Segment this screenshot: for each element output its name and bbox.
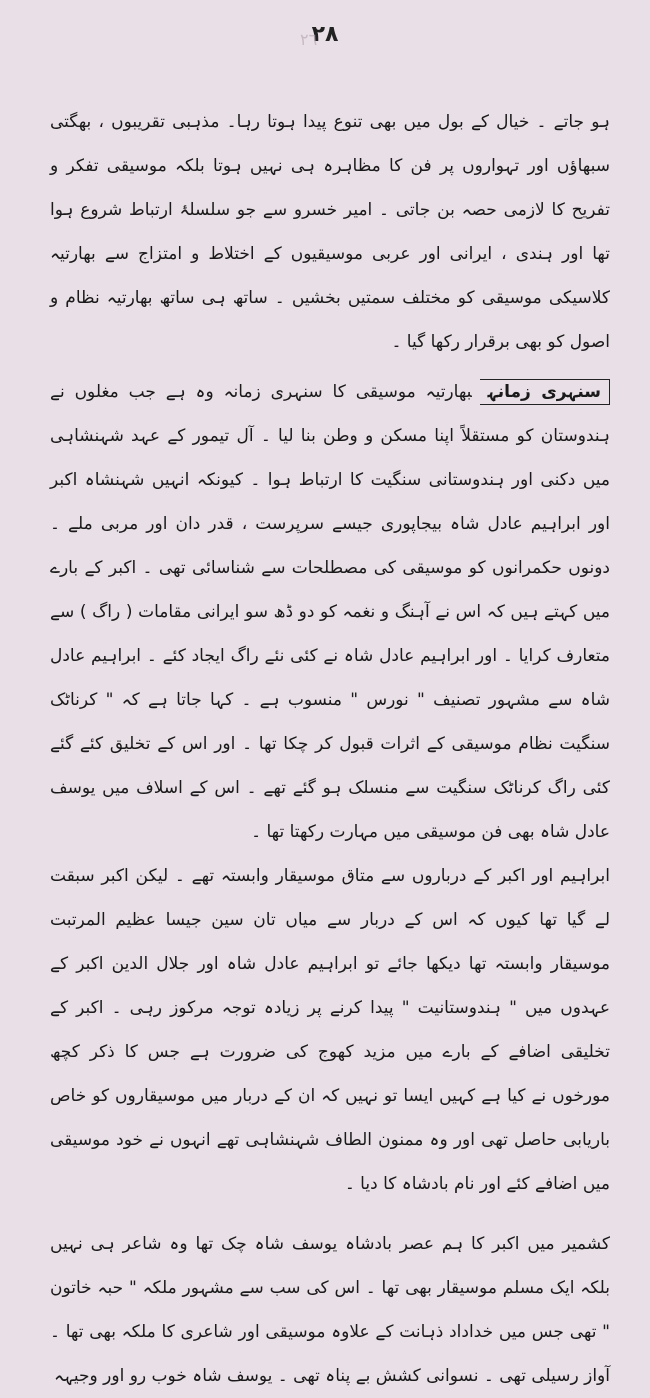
paragraph-3: ابراہیم اور اکبر کے درباروں سے متاق موسیقار وابستہ تھے ۔ لیکن اکبر سبقت لے گیا تھا کیوں کہ اس کے دربار سے میاں تان سین جیسا عظیم المرتبت موسیقار وابستہ تھا دیکھا جائے تو ابراہیم عادل شاہ اور جلال الدین اکبر کے عہدوں میں " ہندوستانیت " پیدا کرنے پر زیادہ توجہ مرکوز رہی ۔ اکبر کے تخلیقی اضافے کے بارے میں مزید کھوج کی ضرورت ہے جس کا ذکر کچھ مورخوں نے کیا ہے کہیں ایسا تو نہیں کہ ان کے دربار میں موسیقاروں کو خاص باریابی حاصل تھی اور وہ ممنون الطاف شہنشاہی تھے انہوں نے خود موسیقی میں اضافے کئے اور نام بادشاہ کا دیا ۔ [50, 866, 610, 1194]
paragraph-2 [50, 370, 610, 854]
paragraph-1: ہو جاتے ۔ خیال کے بول میں بھی تنوع پیدا ہوتا رہا۔ مذہبی تقریبوں ، بھگتی سبھاؤں اور تہواروں پر فن کا مظاہرہ ہی نہیں ہوتا بلکہ موسیقی تفکر و تفریح کا لازمی حصہ بن جاتی ۔ امیر خسرو سے جو سلسلۂ ارتباط شروع ہوا تھا اور ہندی ، ایرانی اور عربی موسیقیوں کے اختلاط و امتزاج سے بھارتیہ کلاسیکی موسیقی کو مختلف سمتیں بخشیں ۔ ساتھ ہی ساتھ بھارتیہ نظام و اصول کو بھی برقرار رکھا گیا ۔ [50, 112, 610, 352]
paragraph-4: کشمیر میں اکبر کا ہم عصر بادشاہ یوسف شاہ چک تھا وہ شاعر ہی نہیں بلکہ ایک مسلم موسیقار بھی تھا ۔ اس کی سب سے مشہور ملکہ " حبہ خاتون " تھی جس میں خداداد ذہانت کے علاوہ موسیقی اور شاعری کا ملکہ بھی تھا ۔ آواز رسیلی تھی ۔ نسوانی کشش بے پناہ تھی ۔ یوسف شاہ خوب رو اور وجیہہ [50, 1234, 610, 1386]
faded-page-number: ٢٦ [300, 30, 318, 49]
section-heading: سنہری زمانہ [480, 379, 610, 405]
page-number: ٢٨ [311, 22, 339, 47]
paragraph-2-text: بھارتیہ موسیقی کا سنہری زمانہ وہ ہے جب مغلوں نے ہندوستان کو مستقلاً اپنا مسکن و وطن بنا لیا ۔ آل تیمور کے عہد شہنشاہی میں دکنی اور ہندوستانی سنگیت کا ارتباط ہوا ۔ کیونکہ انہیں شہنشاہ اکبر اور ابراہیم عادل شاہ بیجاپوری جیسے سرپرست ، قدر دان اور مربی ملے ۔ دونوں حکمرانوں کو موسیقی کی مصطلحات سے شناسائی تھی ۔ اکبر کے بارے میں کہتے ہیں کہ اس نے آہنگ و نغمہ کو دو ڈھ سو ایرانی مقامات ( راگ ) سے متعارف کرایا ۔ اور ابراہیم عادل شاہ نے کئی نئے راگ ایجاد کئے ۔ ابراہیم عادل شاہ سے مشہور تصنیف " نورس " منسوب ہے ۔ کہا جاتا ہے کہ " کرناٹک سنگیت نظام موسیقی کے اثرات قبول کر چکا تھا ۔ اور اس کے تخلیق کئے گئے کئی راگ کرناٹک سنگیت سے منسلک ہو گئے تھے ۔ اس کے اسلاف میں یوسف عادل شاہ بھی فن موسیقی میں مہارت رکھتا تھا ۔ [50, 382, 610, 842]
document-body [50, 100, 610, 1398]
